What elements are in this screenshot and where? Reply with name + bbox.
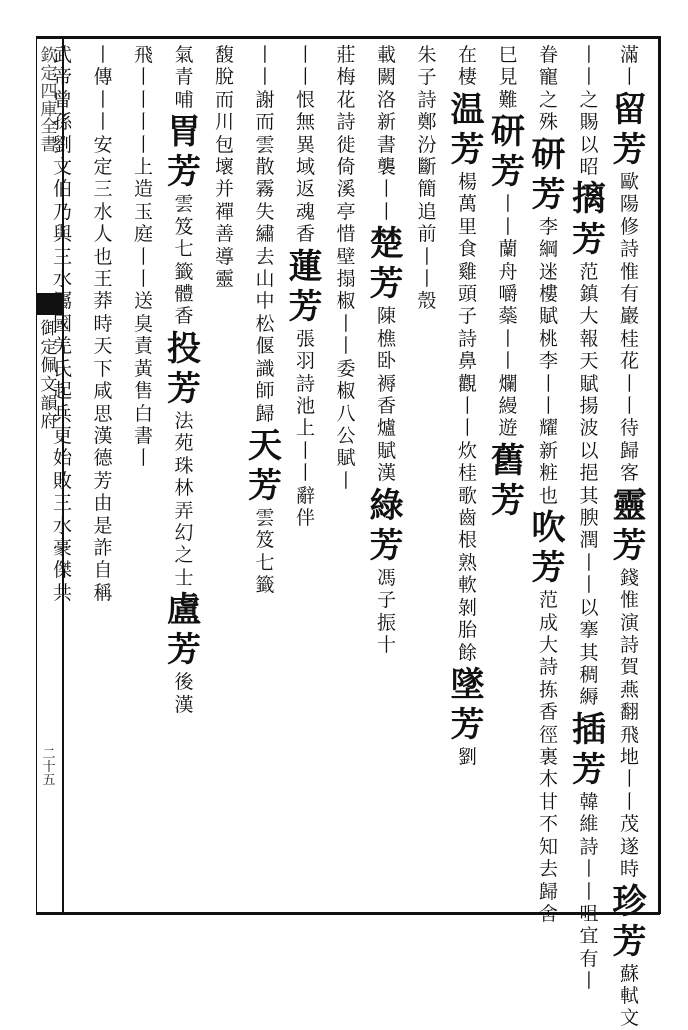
text-run: 載 闕 洛 新 書 襲 丨 丨	[376, 44, 396, 223]
text-run: 殼	[417, 290, 437, 313]
text-run: 馮 子 振 十	[376, 566, 396, 657]
headword: 温 芳	[450, 89, 485, 170]
text-run: 馥 脫 而 川 包 壞 并	[214, 44, 234, 201]
text-column	[610, 44, 650, 1030]
text-run: 氣 青 哺	[174, 44, 194, 111]
text-column	[569, 44, 609, 993]
headword: 插 芳	[572, 709, 606, 790]
margin-char: 定	[40, 337, 58, 358]
text-run: 錢 惟 演 詩 賀 燕 翻	[619, 566, 639, 724]
headword: 靈 芳	[612, 485, 647, 566]
text-run: 歐 陽 修 詩 惟 有 巖	[619, 170, 639, 328]
frame-right-rule	[658, 36, 661, 914]
margin-char: 書	[40, 135, 58, 156]
text-column	[407, 44, 447, 906]
text-run: 蘭 舟 嚼 蘂 丨 丨 爛 縵 遊	[498, 238, 518, 440]
text-run: 甘 不 知 去 歸 舍	[538, 790, 558, 925]
margin-char: 十	[42, 760, 56, 775]
text-column	[488, 44, 528, 906]
text-column	[205, 44, 245, 906]
text-run: 去 山 中 松 偃 識 師 歸	[255, 245, 275, 425]
margin-char: 文	[40, 375, 58, 396]
text-run: 書 丨	[133, 424, 153, 470]
text-run: 丨 丨 送 臭 責 黃 售 白	[133, 245, 153, 425]
text-column	[164, 44, 204, 906]
margin-char: 定	[40, 63, 58, 84]
text-column	[326, 44, 366, 906]
text-run: 巳 見 難	[498, 44, 518, 111]
text-column	[124, 44, 164, 906]
text-run: 丨 丨 上 造 玉 庭	[133, 111, 153, 246]
text-run: 丨 丨 耀 新 粧 也	[538, 372, 558, 507]
text-run: 宜 有 丨	[579, 925, 599, 993]
text-run: 楊 萬 里 食 雞 頭 子 詩 鼻 觀 丨	[457, 170, 477, 418]
headword: 楚 芳	[369, 224, 404, 305]
headword: 珍 芳	[612, 881, 647, 962]
headword: 研 芳	[531, 134, 566, 215]
text-run: 其 腴 潤 丨 丨 以 搴 其 稠 縟	[579, 484, 599, 709]
text-run: 在 棲	[457, 44, 477, 89]
headword: 投 芳	[167, 328, 201, 409]
text-run: 丨 丨 恨 無 異 域 返 魂 香	[295, 44, 315, 246]
margin-char: 二	[42, 747, 56, 762]
headword: 胃 芳	[167, 112, 201, 193]
text-column	[245, 44, 285, 906]
text-run: 丨 丨 之 賜 以 昭	[579, 44, 599, 179]
headword: 蓮 芳	[288, 246, 323, 327]
headword: 摛 芳	[572, 179, 606, 260]
text-run: 後 漢	[174, 671, 194, 716]
headword: 墜 芳	[450, 664, 485, 745]
text-run: 丨 傳 丨 丨 安 定 三 水 人 也 王 莽 時 天 下 咸 思 漢 德 芳 由 是 詐 自 稱	[93, 44, 113, 604]
text-column	[367, 44, 407, 906]
text-column	[83, 44, 123, 906]
text-run: 張 羽 詩 池 上 丨 丨 辭 伴	[295, 327, 315, 530]
margin-char: 佩	[40, 356, 58, 377]
headword: 綠 芳	[369, 485, 404, 566]
frame-left-rule	[36, 36, 37, 914]
text-run: 蘇 軾 文	[619, 962, 639, 1030]
margin-char: 御	[40, 319, 58, 339]
text-run: 李 綱 迷 樓 賦 桃 李	[538, 215, 558, 373]
text-run: 雲 笈 七 籤 體 香	[174, 193, 194, 328]
text-run: 眷 寵 之 殊	[538, 44, 558, 134]
text-column	[448, 44, 488, 906]
frame-top-rule	[36, 36, 660, 39]
text-run: 法 苑 珠 林 弄 幻 之 士	[174, 409, 194, 589]
text-column	[286, 44, 326, 906]
margin-char: 欽	[40, 46, 58, 66]
headword: 天 芳	[248, 425, 282, 506]
text-run: 丨 丨	[498, 193, 518, 238]
headword: 盧 芳	[167, 590, 201, 671]
text-run: 范 成 大 詩 拣 香 徑 裏 木	[538, 589, 558, 791]
text-run: 劉	[457, 746, 477, 769]
margin-char: 四	[40, 81, 58, 102]
text-run: 莊 梅 花 詩 徙 倚 溪 亭 惜	[336, 44, 356, 246]
text-run: 陳 樵 卧 褥 香 爐 賦	[376, 305, 396, 462]
text-run: 飛 地 丨 丨 茂 遂 時	[619, 723, 639, 881]
margin-char: 庫	[40, 99, 58, 120]
text-run: 丨 丨	[417, 245, 437, 291]
text-run: 范 鎮 大 報 天 賦 揚 波 以 挹	[579, 260, 599, 485]
headword: 研 芳	[491, 112, 525, 193]
margin-char: 全	[40, 117, 58, 138]
text-run: 禪 善 導 靈	[214, 200, 234, 291]
margin-char: 五	[42, 773, 56, 788]
text-run: 丨 丨 謝 而 雲 散 霧 失 繡	[255, 44, 275, 246]
text-run: 武 帝 曾 孫 劉 文 伯 乃 與 三 水 屬 國 羌 氏 起 兵 更 始 敗 三 水 豪 傑 共	[52, 44, 72, 604]
headword: 吹 芳	[531, 508, 566, 589]
text-run: 韓 維 詩 丨 丨 咀	[579, 790, 599, 925]
margin-char: 府	[40, 412, 58, 433]
text-run: 飛 丨 丨	[133, 44, 153, 111]
text-column	[43, 44, 83, 906]
margin-char: 韻	[40, 393, 58, 414]
text-run: 桂 花 丨 丨 待 歸 客	[619, 327, 639, 485]
text-run: 八 公 賦 丨	[336, 402, 356, 492]
headword: 留 芳	[612, 89, 647, 170]
text-run: 雲 笈 七 籤	[255, 507, 275, 597]
text-run: 壁 搨 椒 丨 丨 委 椒	[336, 245, 356, 403]
text-run: 丨 炊 桂 歌 齒 根 熟 軟 剝 胎 餘	[457, 417, 477, 664]
text-run: 漢	[376, 462, 396, 485]
text-run: 朱 子 詩 鄭 汾 斷 簡 追 前	[417, 44, 437, 246]
headword: 舊 芳	[491, 440, 525, 521]
text-run: 滿 丨	[619, 44, 639, 89]
text-column	[529, 44, 569, 925]
